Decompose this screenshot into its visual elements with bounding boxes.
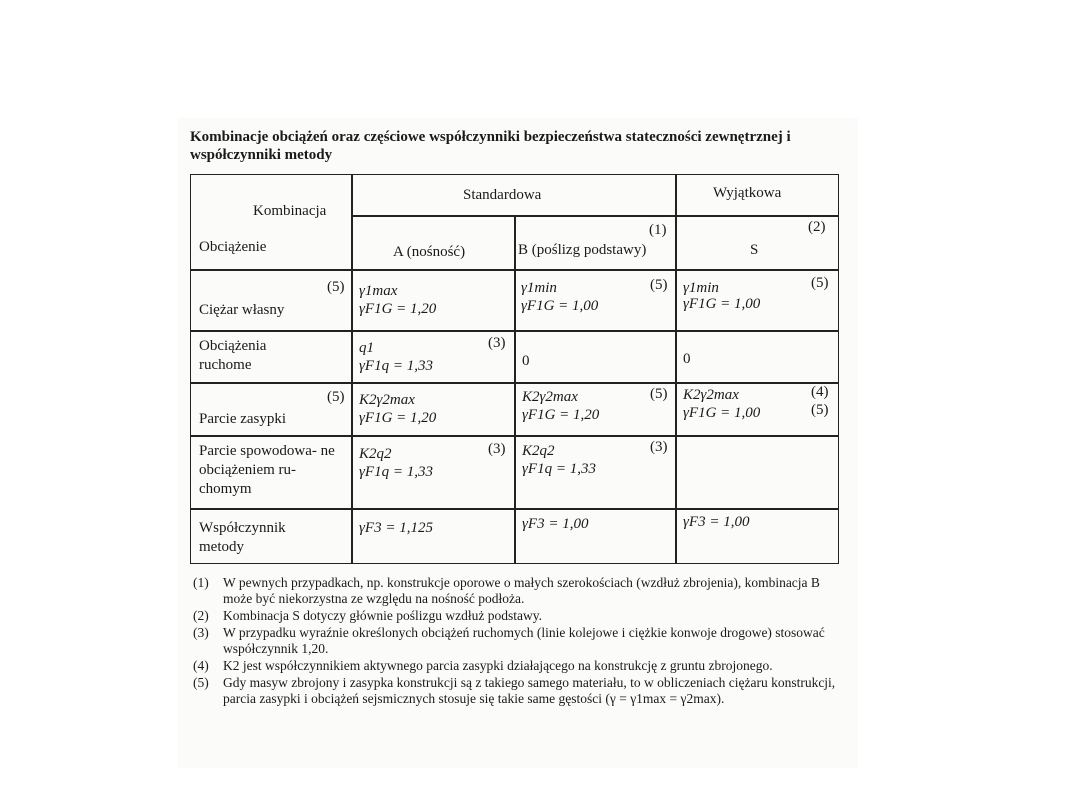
- row-label-parcie: Parcie zasypki: [199, 411, 287, 427]
- ref: (5): [811, 275, 829, 291]
- row-label-parcie-ruchome: Parcie spowodowa- ne obciążeniem ru- chomym: [199, 443, 335, 497]
- cell-b-l1: K2q2: [522, 443, 555, 459]
- ref-col-s: (2): [808, 219, 826, 235]
- ref: (4): [811, 384, 829, 400]
- row-divider: [191, 330, 838, 332]
- header-wyjatkowa: Wyjątkowa: [713, 185, 782, 201]
- ref-col-b: (1): [649, 222, 667, 238]
- cell-a-l1: γF3 = 1,125: [359, 520, 433, 536]
- coefficients-table: [190, 174, 839, 564]
- cell-a-l1: K2γ2max: [359, 392, 415, 408]
- ref: (5): [650, 386, 668, 402]
- header-obciazenie: Obciążenie: [199, 239, 267, 255]
- row-label-ciezar: Ciężar własny: [199, 302, 285, 318]
- cell-b-l2: γF1G = 1,00: [521, 298, 599, 314]
- header-kombinacja: Kombinacja: [253, 203, 327, 219]
- footnote: (4) K2 jest współczynnikiem aktywnego parcia zasypki działającego na konstrukcję z gruntu zbrojonego.: [193, 658, 773, 673]
- cell-s-l1: γF3 = 1,00: [683, 514, 750, 530]
- row-label-ruchome: Obciążenia ruchome: [199, 338, 267, 373]
- ref: (3): [650, 439, 668, 455]
- cell-s-l2: γF1G = 1,00: [683, 405, 761, 421]
- table-title: Kombinacje obciążeń oraz częściowe współczynniki bezpieczeństwa stateczności zewnętrznej i współczynniki metody: [190, 129, 791, 163]
- cell-a-l2: γF1G = 1,20: [359, 410, 437, 426]
- footnote: (5) Gdy masyw zbrojony i zasypka konstrukcji są z takiego samego materiału, to w obliczeniach ciężaru konstrukcji, parcia zasypki i obciążeń sejsmicznych stosuje się takie same gęstości (γ = γ1max = γ2max).: [193, 675, 836, 706]
- cell-a-l2: γF1q = 1,33: [359, 464, 433, 480]
- row-divider: [351, 215, 838, 217]
- cell-b-l2: γF1q = 1,33: [522, 461, 596, 477]
- ref: (5): [327, 279, 345, 295]
- footnote: (3) W przypadku wyraźnie określonych obciążeń ruchomych (linie kolejowe i ciężkie konwoje drogowe) stosować współczynnik 1,20.: [193, 625, 825, 656]
- header-col-b: B (poślizg podstawy): [518, 242, 647, 258]
- ref: (3): [488, 335, 506, 351]
- ref: (3): [488, 441, 506, 457]
- cell-s-l1: K2γ2max: [683, 387, 739, 403]
- cell-a-l2: γF1G = 1,20: [359, 301, 437, 317]
- footnote: (1) W pewnych przypadkach, np. konstrukcje oporowe o małych szerokościach (wzdłuż zbrojenia), kombinacja B może być niekorzystna ze względu na nośność podłoża.: [193, 575, 820, 606]
- cell-b-l2: γF1G = 1,20: [522, 407, 600, 423]
- ref: (5): [327, 389, 345, 405]
- cell-s-l1: γ1min: [683, 280, 719, 296]
- ref: (5): [650, 277, 668, 293]
- col-divider: [675, 175, 677, 563]
- cell-a-l1: K2q2: [359, 446, 392, 462]
- row-divider: [191, 435, 838, 437]
- cell-a-l2: γF1q = 1,33: [359, 358, 433, 374]
- cell-s-l1: 0: [683, 351, 691, 367]
- footnotes: [193, 575, 845, 708]
- header-standardowa: Standardowa: [463, 187, 542, 203]
- row-divider: [191, 508, 838, 510]
- cell-a-l1: q1: [359, 340, 374, 356]
- cell-s-l2: γF1G = 1,00: [683, 296, 761, 312]
- cell-b-l1: 0: [522, 353, 530, 369]
- cell-b-l1: K2γ2max: [522, 389, 578, 405]
- row-label-metody: Współczynnik metody: [199, 520, 286, 555]
- header-col-a: A (nośność): [393, 244, 466, 260]
- row-divider: [191, 382, 838, 384]
- col-divider: [514, 215, 516, 563]
- cell-a-l1: γ1max: [359, 283, 398, 299]
- cell-b-l1: γ1min: [521, 280, 557, 296]
- footnote: (2) Kombinacja S dotyczy głównie poślizgu wzdłuż podstawy.: [193, 608, 542, 623]
- ref: (5): [811, 402, 829, 418]
- cell-b-l1: γF3 = 1,00: [522, 516, 589, 532]
- header-col-s: S: [750, 242, 759, 258]
